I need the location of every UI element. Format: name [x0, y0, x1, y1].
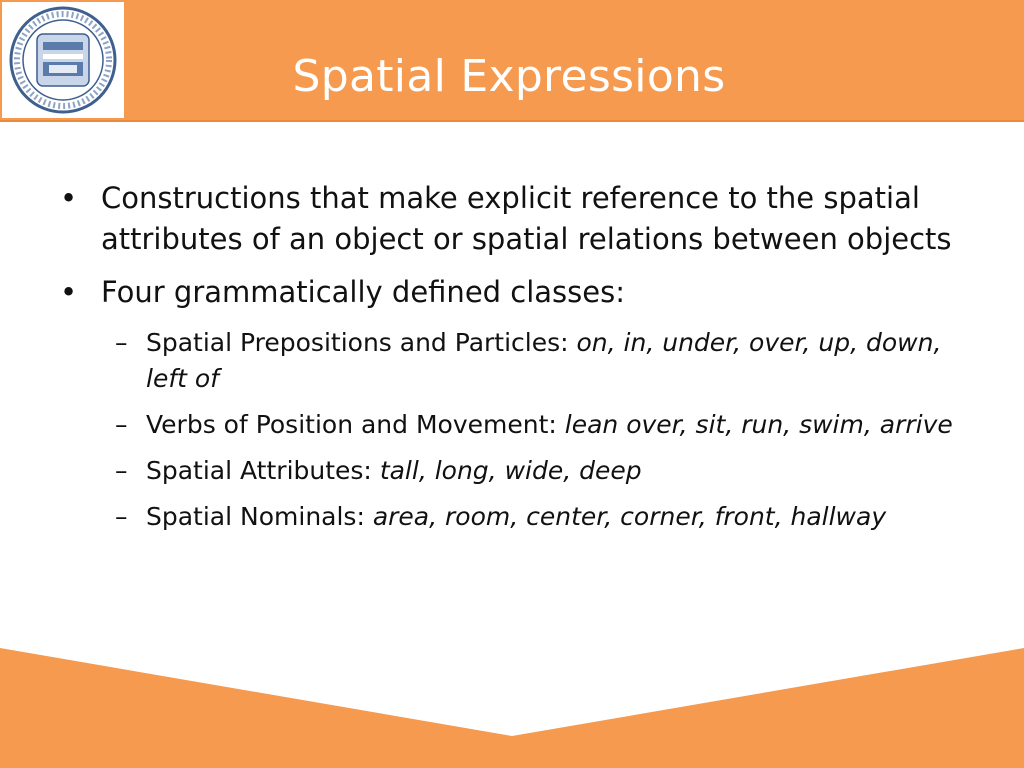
sub-bullet-lead: Spatial Attributes:	[146, 456, 380, 485]
title-bar	[0, 0, 1024, 122]
dash-icon: –	[115, 328, 128, 357]
bullet-text: Four grammatically defined classes:	[101, 275, 625, 309]
content-area	[60, 178, 990, 545]
dash-icon: –	[115, 410, 128, 439]
sub-bullet-examples: tall, long, wide, deep	[379, 456, 642, 485]
bullet-item	[60, 178, 990, 260]
sub-bullet-item	[60, 453, 990, 489]
sub-bullet-examples: on, in, under, over, up, down, left of	[146, 328, 942, 393]
logo	[2, 2, 124, 118]
sub-bullet-lead: Verbs of Position and Movement:	[146, 410, 565, 439]
bullet-icon: •	[60, 181, 78, 215]
footer-band	[0, 648, 1024, 768]
sub-bullet-lead: Spatial Prepositions and Particles:	[146, 328, 577, 357]
sub-bullet-lead: Spatial Nominals:	[146, 502, 373, 531]
bullet-icon: •	[60, 275, 78, 309]
dash-icon: –	[115, 502, 128, 531]
slide-title: Spatial Expressions	[292, 51, 726, 102]
sub-bullet-item	[60, 499, 990, 535]
sub-bullet-item	[60, 325, 990, 397]
bullet-text: Constructions that make explicit reference to the spatial attributes of an object or spatial relations between objects	[101, 181, 952, 256]
sub-bullet-examples: area, room, center, corner, front, hallway	[372, 502, 887, 531]
dash-icon: –	[115, 456, 128, 485]
sub-bullet-item	[60, 407, 990, 443]
sub-bullet-examples: lean over, sit, run, swim, arrive	[564, 410, 953, 439]
brandeis-seal-icon	[7, 4, 119, 116]
bullet-item	[60, 272, 990, 313]
